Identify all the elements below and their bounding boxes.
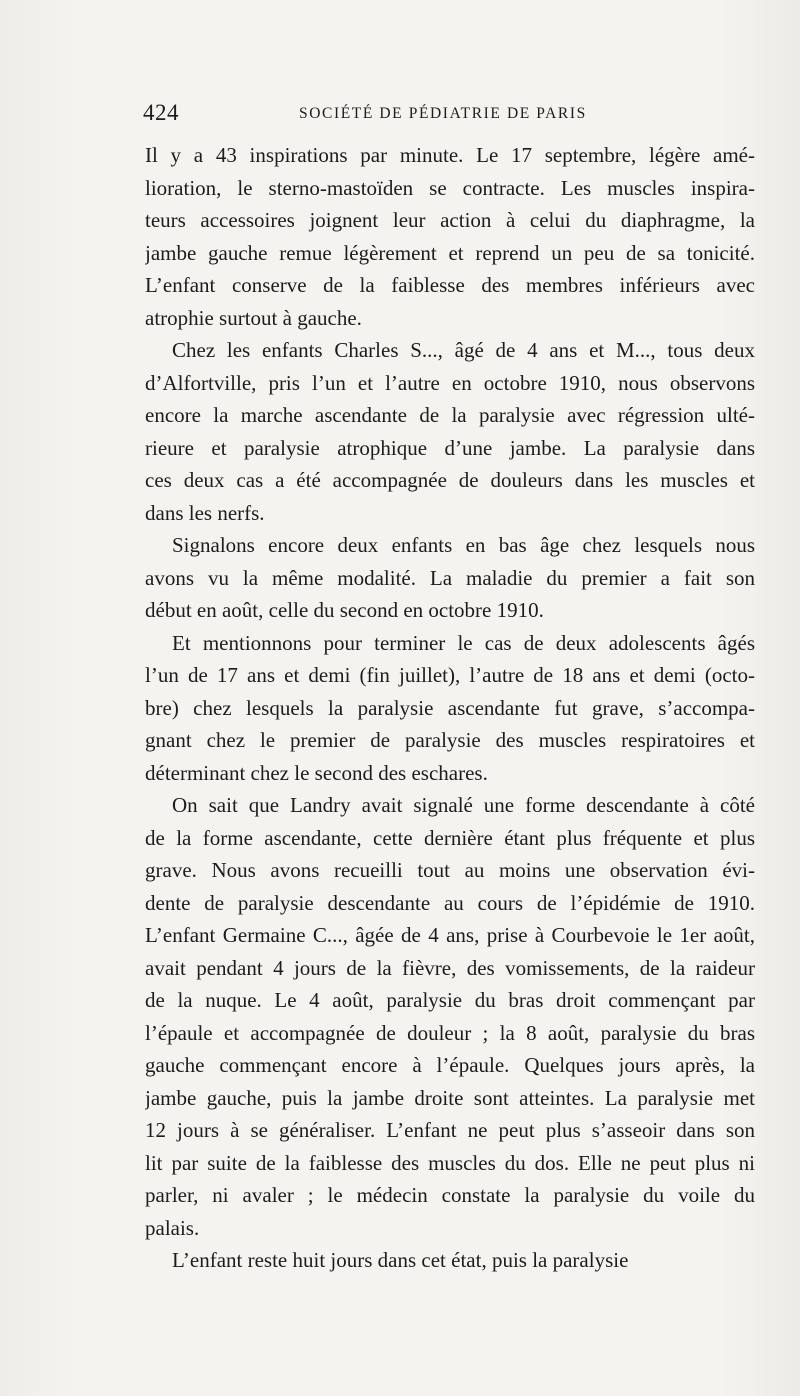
text-line: ces deux cas a été accompagnée de douleurs dans les muscles et (145, 468, 755, 492)
text-line: Et mentionnons pour terminer le cas de deux adolescents âgés (172, 630, 755, 655)
text-line: bre) chez lesquels la paralysie ascendante fut grave, s’accompa- (145, 695, 755, 720)
text-line: On sait que Landry avait signalé une forme descendante à côté (172, 793, 755, 817)
text-line: atrophie surtout à gauche. (145, 305, 362, 330)
text-line: Il y a 43 inspirations par minute. Le 17 septembre, légère amé- (145, 143, 755, 167)
text-line: encore la marche ascendante de la paralysie avec régression ulté- (145, 403, 755, 427)
text-line: de la forme ascendante, cette dernière étant plus fréquente et plus (145, 825, 755, 850)
text-line: gauche commençant encore à l’épaule. Quelques jours après, la (145, 1053, 755, 1077)
text-line: lioration, le sterno-mastoïden se contracte. Les muscles inspira- (145, 175, 755, 200)
body-text (145, 139, 755, 1277)
text-line: Chez les enfants Charles S..., âgé de 4 ans et M..., tous deux (172, 338, 755, 362)
text-line: gnant chez le premier de paralysie des muscles respiratoires et (145, 728, 755, 752)
text-line: déterminant chez le second des eschares. (145, 760, 488, 785)
text-line: jambe gauche remue légèrement et reprend un peu de sa tonicité. (145, 240, 755, 265)
text-line: lit par suite de la faiblesse des muscles du dos. Elle ne peut plus ni (145, 1150, 755, 1175)
text-line: teurs accessoires joignent leur action à celui du diaphragme, la (145, 208, 755, 232)
text-line: dente de paralysie descendante au cours de l’épidémie de 1910. (145, 890, 755, 915)
text-line: rieure et paralysie atrophique d’une jambe. La paralysie dans (145, 435, 755, 460)
text-line: dans les nerfs. (145, 500, 265, 525)
running-title: SOCIÉTÉ DE PÉDIATRIE DE PARIS (299, 105, 587, 122)
text-line: d’Alfortville, pris l’un et l’autre en octobre 1910, nous observons (145, 370, 755, 395)
text-line: L’enfant conserve de la faiblesse des membres inférieurs avec (145, 273, 755, 297)
text-line: 12 jours à se généraliser. L’enfant ne peut plus s’asseoir dans son (145, 1118, 755, 1142)
text-line: L’enfant Germaine C..., âgée de 4 ans, prise à Courbevoie le 1er août, (145, 923, 755, 947)
text-line: l’un de 17 ans et demi (fin juillet), l’autre de 18 ans et demi (octo- (145, 663, 755, 687)
text-line: grave. Nous avons recueilli tout au moins une observation évi- (145, 858, 755, 882)
page-number: 424 (143, 100, 179, 125)
text-line: de la nuque. Le 4 août, paralysie du bras droit commençant par (145, 988, 755, 1012)
page-header (143, 100, 755, 134)
text-line: parler, ni avaler ; le médecin constate la paralysie du voile du (145, 1183, 755, 1207)
text-line: jambe gauche, puis la jambe droite sont atteintes. La paralysie met (145, 1085, 755, 1110)
text-line: début en août, celle du second en octobre 1910. (145, 598, 544, 622)
text-line: avons vu la même modalité. La maladie du premier a fait son (145, 565, 755, 590)
text-line: l’épaule et accompagnée de douleur ; la 8 août, paralysie du bras (145, 1020, 755, 1045)
text-line: avait pendant 4 jours de la fièvre, des vomissements, de la raideur (145, 955, 755, 980)
text-line: Signalons encore deux enfants en bas âge chez lesquels nous (172, 533, 755, 557)
text-line: palais. (145, 1215, 200, 1240)
text-line: L’enfant reste huit jours dans cet état, puis la paralysie (172, 1248, 629, 1272)
